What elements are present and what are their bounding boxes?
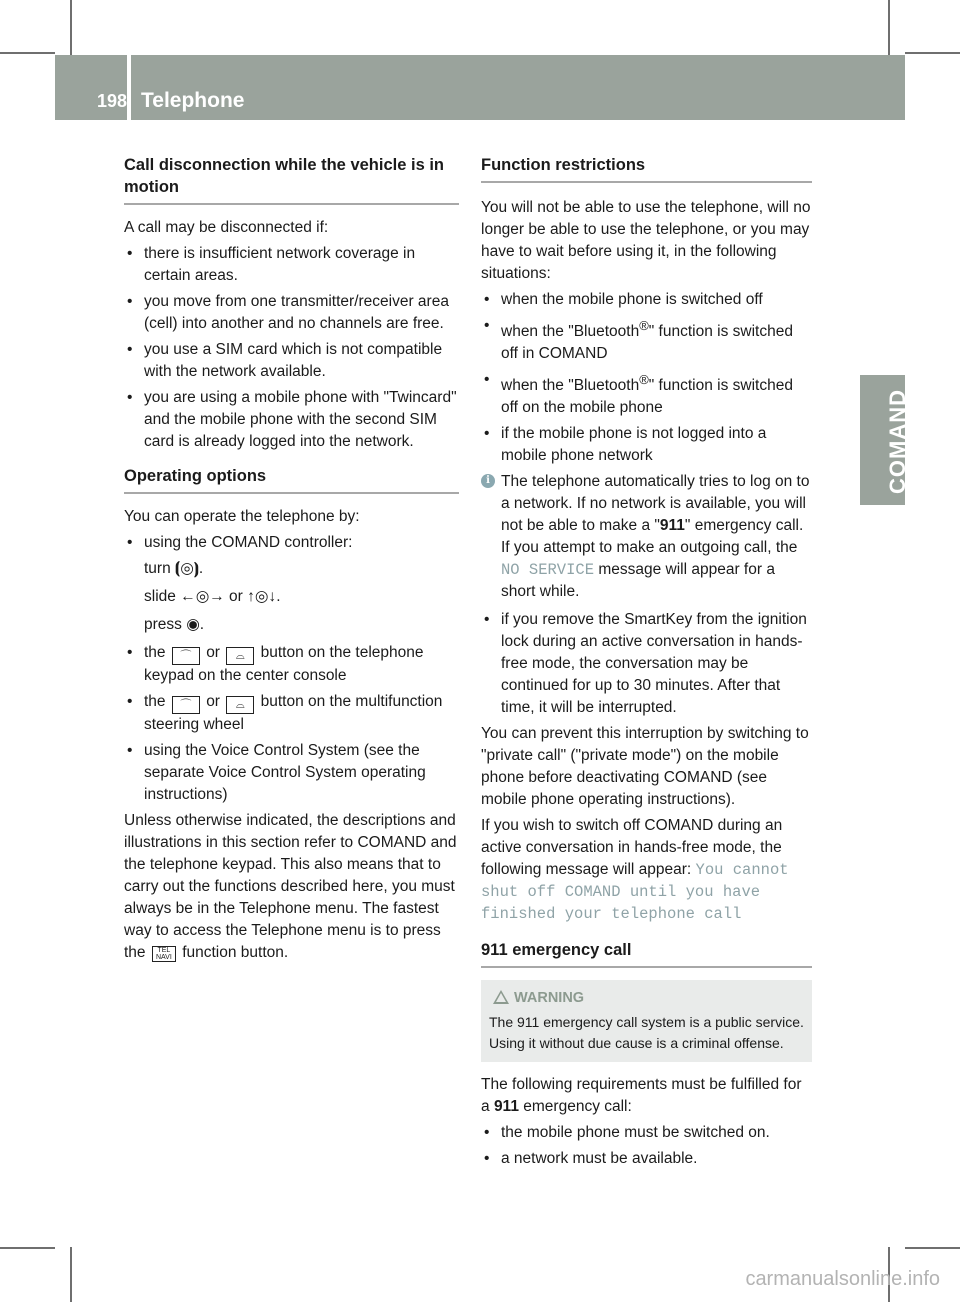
paragraph: You can prevent this interruption by switching to "private call" ("private mode") on the mobile phone before deactivating COMAND (see mobile phone operating instructions). bbox=[481, 725, 809, 809]
controller-turn-icon: ⦗◎⦘ bbox=[175, 560, 199, 577]
list-item: • if the mobile phone is not logged into a mobile phone network bbox=[481, 423, 812, 467]
disconnection-list bbox=[124, 243, 459, 453]
crop-mark bbox=[905, 1247, 960, 1249]
info-text: " emergency call. If you attempt to make an outgoing call, the bbox=[501, 517, 804, 557]
operating-list bbox=[124, 532, 459, 554]
controller-press-icon: ◉ bbox=[186, 616, 200, 633]
info-text: message will appear for a short while. bbox=[501, 561, 775, 601]
paragraph: You can operate the telephone by: bbox=[124, 508, 360, 525]
step-slide: slide ←◎→ or ↑◎↓. bbox=[144, 588, 281, 605]
list-item-text: button on the telephone keypad on the center console bbox=[144, 644, 424, 684]
key-label: NAVI bbox=[155, 954, 172, 961]
tel-navi-key-icon bbox=[152, 946, 176, 962]
paragraph-text: emergency call: bbox=[523, 1098, 632, 1116]
crop-mark bbox=[0, 52, 55, 54]
crop-mark bbox=[0, 1247, 55, 1249]
list-item bbox=[124, 642, 459, 687]
list-item-text: using the COMAND controller: bbox=[144, 534, 353, 551]
header-divider bbox=[127, 55, 131, 120]
paragraph: You will not be able to use the telephone, will no longer be able to use the telephone, or you may have to wait before using it, in the following situations: bbox=[481, 199, 811, 282]
list-item-text: the bbox=[144, 644, 166, 661]
step-text: slide bbox=[144, 588, 176, 605]
warning-text: The 911 emergency call system is a public service. Using it without due cause is a criminal offense. bbox=[489, 1014, 804, 1052]
crop-mark bbox=[888, 0, 890, 55]
operating-list-2 bbox=[124, 642, 459, 806]
info-note bbox=[481, 471, 812, 603]
list-item-text: when the "Bluetooth bbox=[501, 377, 640, 395]
step-turn: turn ⦗◎⦘. bbox=[144, 560, 204, 577]
phone-end-icon: ⌓ bbox=[226, 696, 254, 714]
warning-box bbox=[481, 980, 812, 1062]
list-item: • you use a SIM card which is not compatible with the network available. bbox=[124, 339, 459, 383]
side-tab-label: COMAND bbox=[885, 389, 910, 494]
page-number: 198 bbox=[96, 91, 127, 111]
list-item: • when the mobile phone is switched off bbox=[481, 289, 812, 311]
display-message: NO SERVICE bbox=[501, 561, 595, 580]
list-item-text: the bbox=[144, 693, 166, 710]
paragraph-text: Unless otherwise indicated, the descriptions and illustrations in this section refer to COMAND and the telephone keypad. This also means that to carry out the functions described here, you must always be in the Telephone menu. The fastest way to access the Telephone menu is to press the bbox=[124, 812, 457, 961]
section-heading-operating: Operating options bbox=[124, 465, 459, 494]
right-column bbox=[481, 154, 812, 1174]
list-item-text: when the "Bluetooth bbox=[501, 323, 640, 341]
display-message: You cannot shut off COMAND until you have finished your telephone call bbox=[481, 861, 789, 924]
list-item: • using the Voice Control System (see the separate Voice Control System operating instructions) bbox=[124, 740, 459, 806]
paragraph-text: If you wish to switch off COMAND during an active conversation in hands-free mode, the following message will appear: bbox=[481, 817, 783, 879]
info-icon: i bbox=[481, 474, 495, 488]
list-item-text: button on the multifunction steering wheel bbox=[144, 693, 443, 733]
registered-mark: ® bbox=[639, 318, 649, 333]
warning-label: WARNING bbox=[514, 990, 585, 1007]
restrictions-list-2 bbox=[481, 609, 812, 719]
list-item-text: or bbox=[206, 693, 220, 710]
requirements-list bbox=[481, 1122, 812, 1170]
list-item bbox=[481, 369, 812, 419]
list-item: • if you remove the SmartKey from the ignition lock during an active conversation in hands-free mode, the conversation may be continued for up to 30 minutes. After that time, it will be interrupted. bbox=[481, 609, 812, 719]
paragraph: A call may be disconnected if: bbox=[124, 219, 329, 236]
section-heading-disconnection: Call disconnection while the vehicle is in motion bbox=[124, 154, 459, 205]
list-item bbox=[481, 315, 812, 365]
step-text: press bbox=[144, 616, 182, 633]
crop-mark bbox=[70, 0, 72, 55]
crop-mark bbox=[70, 1247, 72, 1302]
controller-slide-horizontal-icon: ←◎→ bbox=[180, 588, 225, 605]
list-item-text: or bbox=[206, 644, 220, 661]
paragraph-text: The following requirements must be fulfilled for a bbox=[481, 1076, 802, 1116]
section-heading-emergency: 911 emergency call bbox=[481, 939, 812, 968]
list-item-text: " function is switched off in COMAND bbox=[501, 323, 793, 363]
paragraph bbox=[481, 815, 812, 925]
registered-mark: ® bbox=[639, 372, 649, 388]
list-item: • you are using a mobile phone with "Twincard" and the mobile phone with the second SIM card is already logged into the network. bbox=[124, 387, 459, 453]
crop-mark bbox=[905, 52, 960, 54]
paragraph bbox=[124, 810, 459, 964]
emergency-number: 911 bbox=[659, 517, 685, 535]
phone-end-icon: ⌓ bbox=[226, 647, 254, 665]
list-item: • the mobile phone must be switched on. bbox=[481, 1122, 812, 1144]
step-text: turn bbox=[144, 560, 171, 577]
step-text: or bbox=[229, 588, 243, 605]
phone-accept-icon: ⌒ bbox=[172, 696, 200, 714]
list-item: • there is insufficient network coverage in certain areas. bbox=[124, 243, 459, 287]
page-header bbox=[55, 55, 905, 120]
paragraph-text: function button. bbox=[182, 944, 289, 961]
paragraph bbox=[481, 1074, 812, 1118]
key-label: TEL bbox=[157, 947, 171, 954]
section-heading-restrictions: Function restrictions bbox=[481, 154, 812, 183]
list-item: • you move from one transmitter/receiver area (cell) into another and no channels are free. bbox=[124, 291, 459, 335]
step-press: press ◉. bbox=[144, 616, 205, 633]
page-title: Telephone bbox=[141, 89, 245, 112]
left-column bbox=[124, 154, 459, 968]
warning-title bbox=[489, 988, 804, 1009]
watermark: carmanualsonline.info bbox=[745, 1268, 940, 1290]
list-item-text: " function is switched off on the mobile phone bbox=[501, 377, 793, 417]
emergency-number: 911 bbox=[493, 1098, 519, 1116]
info-text: The telephone automatically tries to log on to a network. If no network is available, you will not be able to make a " bbox=[501, 473, 810, 535]
list-item bbox=[124, 532, 459, 554]
restrictions-list bbox=[481, 289, 812, 467]
list-item bbox=[124, 691, 459, 736]
list-item: • a network must be available. bbox=[481, 1148, 812, 1170]
controller-slide-vertical-icon: ↑◎↓ bbox=[247, 588, 277, 605]
warning-icon bbox=[493, 990, 509, 1004]
phone-accept-icon: ⌒ bbox=[172, 647, 200, 665]
